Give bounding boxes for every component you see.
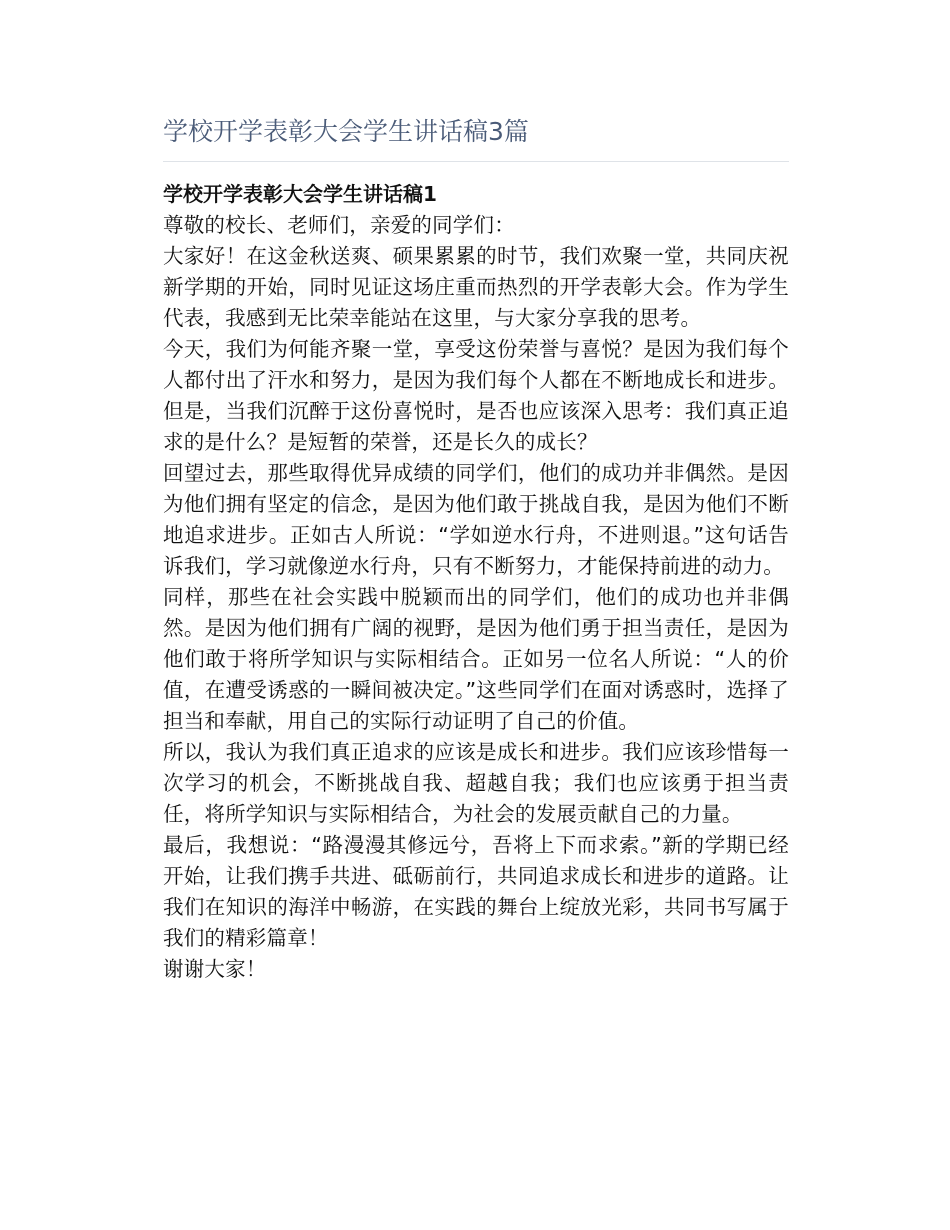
paragraph-opening: 大家好！在这金秋送爽、硕果累累的时节，我们欢聚一堂，共同庆祝新学期的开始，同时见证这场庄重而热烈的开学表彰大会。作为学生代表，我感到无比荣幸能站在这里，与大家分享我的思考。 (163, 244, 789, 330)
thanks-line: 谢谢大家！ (163, 957, 267, 981)
document-title: 学校开学表彰大会学生讲话稿3篇 (163, 117, 529, 146)
salutation: 尊敬的校长、老师们，亲爱的同学们： (163, 213, 515, 237)
paragraph-closing: 最后，我想说：“路漫漫其修远兮，吾将上下而求索。”新的学期已经开始，让我们携手共进、砥砺前行，共同追求成长和进步的道路。让我们在知识的海洋中畅游，在实践的舞台上绽放光彩，共同书写属于我们的精彩篇章！ (163, 833, 789, 950)
paragraph-reflection: 今天，我们为何能齐聚一堂，享受这份荣誉与喜悦？是因为我们每个人都付出了汗水和努力，是因为我们每个人都在不断地成长和进步。但是，当我们沉醉于这份喜悦时，是否也应该深入思考：我们真正追求的是什么？是短暂的荣誉，还是长久的成长？ (163, 337, 789, 454)
paragraph-conclusion: 所以，我认为我们真正追求的应该是成长和进步。我们应该珍惜每一次学习的机会，不断挑战自我、超越自我；我们也应该勇于担当责任，将所学知识与实际相结合，为社会的发展贡献自己的力量。 (163, 740, 789, 826)
section-heading: 学校开学表彰大会学生讲话稿1 (163, 182, 437, 206)
document-body (163, 179, 789, 985)
paragraph-achievers: 回望过去，那些取得优异成绩的同学们，他们的成功并非偶然。是因为他们拥有坚定的信念，是因为他们敢于挑战自我，是因为他们不断地追求进步。正如古人所说：“学如逆水行舟，不进则退。”这句话告诉我们，学习就像逆水行舟，只有不断努力，才能保持前进的动力。 (163, 461, 789, 578)
paragraph-social-practice: 同样，那些在社会实践中脱颖而出的同学们，他们的成功也并非偶然。是因为他们拥有广阔的视野，是因为他们勇于担当责任，是因为他们敢于将所学知识与实际相结合。正如另一位名人所说：“人的价值，在遭受诱惑的一瞬间被决定。”这些同学们在面对诱惑时，选择了担当和奉献，用自己的实际行动证明了自己的价值。 (163, 585, 789, 733)
title-divider (163, 161, 789, 162)
